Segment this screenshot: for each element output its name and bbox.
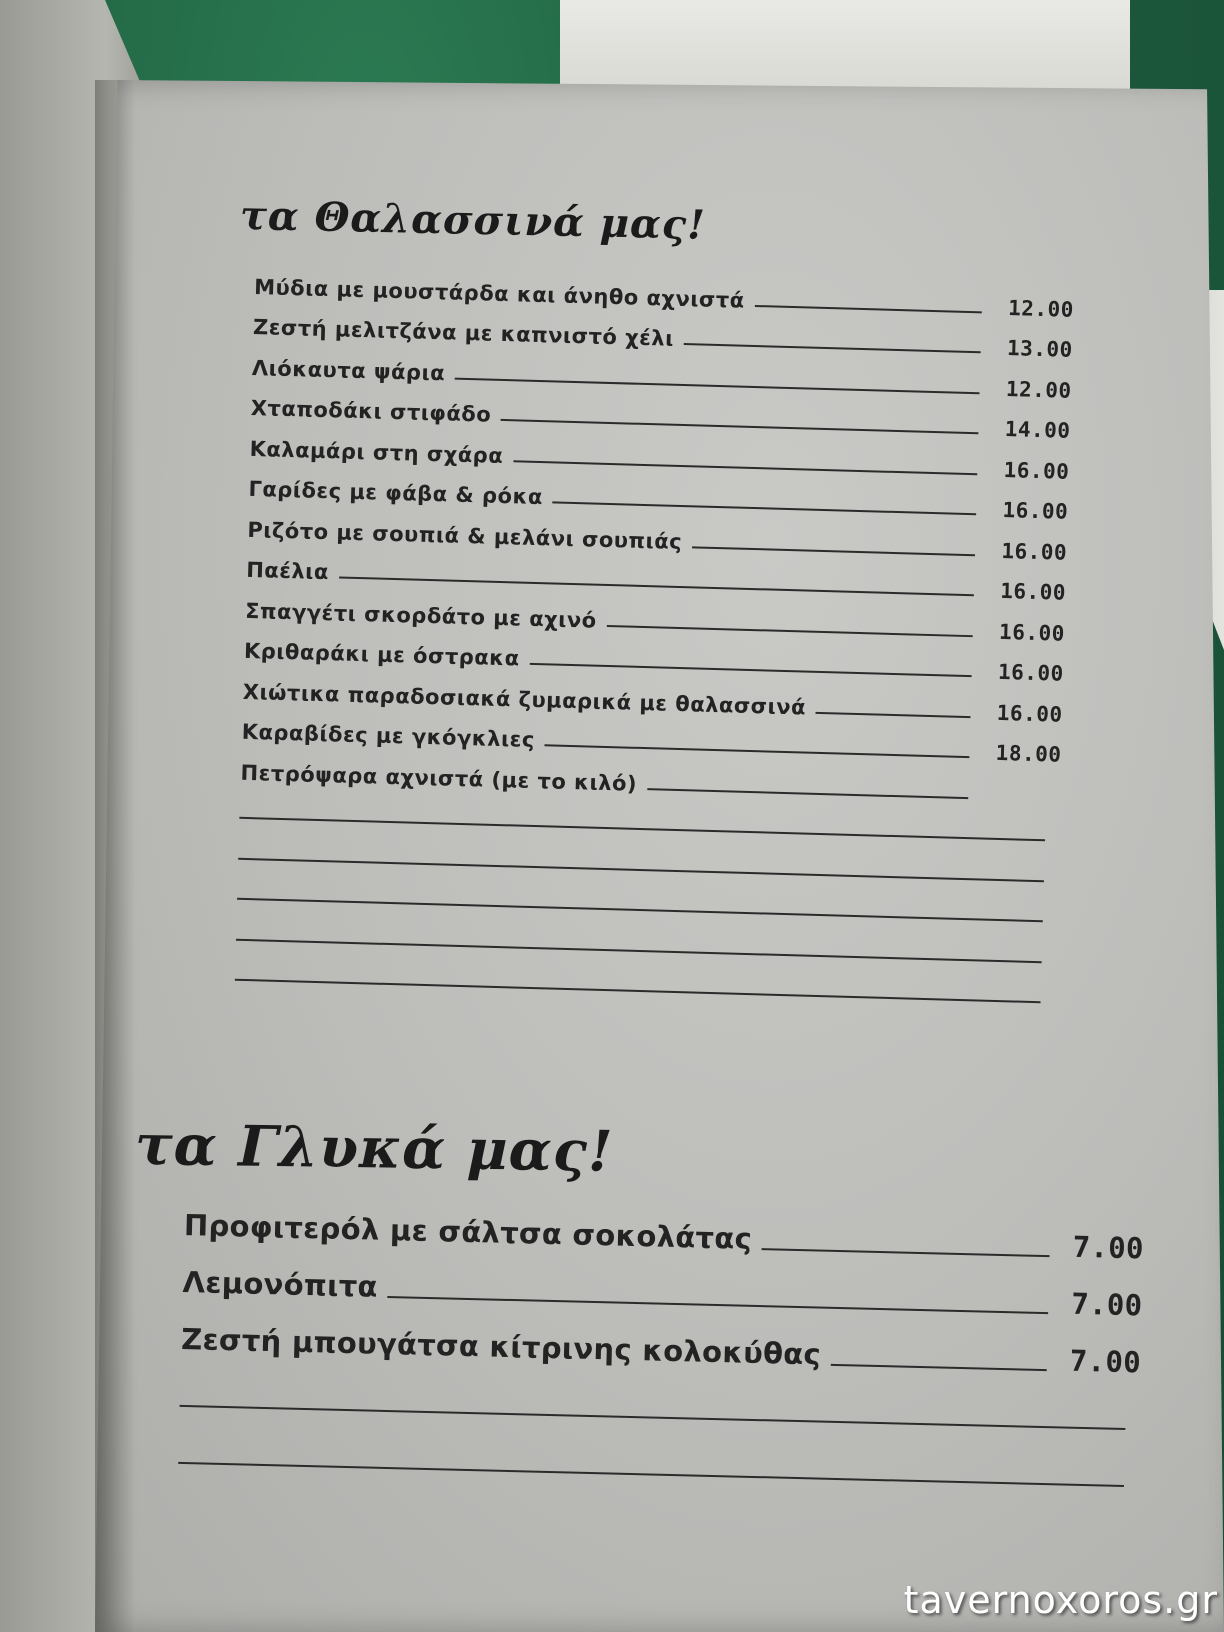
menu-item-name: Λιόκαυτα ψάρια [251,355,446,385]
menu-item-name: Σπαγγέτι σκορδάτο με αχινό [244,598,598,633]
menu-item-name: Λεμονόπιτα [182,1264,379,1304]
menu-item-name: Προφιτερόλ με σάλτσα σοκολάτας [183,1207,753,1256]
menu-item-price: 16.00 [997,659,1065,686]
menu-item-price: 16.00 [1002,497,1069,524]
menu-item-price: 14.00 [1004,417,1071,443]
menu-item-name: Καλαμάρι στη σχάρα [249,436,504,468]
site-watermark: tavernoxoros.gr [903,1578,1218,1622]
menu-item-price: 13.00 [1006,336,1074,362]
menu-item-name: Καραβίδες με γκόγκλιες [241,719,536,752]
sweets-section-title: τα Γλυκά μας! [134,1112,614,1185]
menu-item-name: Μύδια με μουστάρδα και άνηθο αχνιστά [253,274,746,313]
menu-item-price: 7.00 [1072,1229,1145,1266]
menu-item-name: Ριζότο με σουπιά & μελάνι σουπιάς [247,517,683,554]
menu-item-name: Ζεστή μελιτζάνα με καπνιστό χέλι [252,314,675,351]
menu-item-price: 12.00 [1007,295,1075,322]
menu-item-name: Παέλια [245,557,330,585]
menu-item-name: Κριθαράκι με όστρακα [243,638,520,671]
menu-item-price: 12.00 [1005,376,1072,403]
menu-item-price: 16.00 [1003,457,1070,484]
menu-item-price: 16.00 [1001,538,1068,565]
seafood-section-title: τα Θαλασσινά μας! [239,192,707,249]
menu-item-price: 7.00 [1069,1343,1142,1380]
menu-item-price: 16.00 [999,578,1067,605]
sweets-menu-list [178,1185,1145,1493]
page-fold-shadow [95,80,135,1632]
menu-item-price: 7.00 [1070,1286,1143,1323]
napkin [560,0,1130,92]
menu-item-price: 16.00 [996,700,1063,727]
leader-line [762,1248,1050,1257]
menu-item-name: Χιώτικα παραδοσιακά ζυμαρικά με θαλασσινά [242,679,807,720]
leader-line [831,1364,1047,1371]
leader-line [816,711,971,717]
menu-item-price: 16.00 [998,619,1066,646]
menu-item-name: Πετρόψαρα αχνιστά (με το κιλό) [240,760,638,796]
leader-line [754,304,981,312]
menu-item-name: Γαρίδες με φάβα & ρόκα [248,476,544,510]
seafood-menu-list [235,258,1075,1010]
menu-item-name: Χταποδάκι στιφάδο [250,395,492,427]
menu-item-price: 18.00 [995,740,1062,767]
menu-item-name: Ζεστή μπουγάτσα κίτρινης κολοκύθας [180,1321,822,1372]
